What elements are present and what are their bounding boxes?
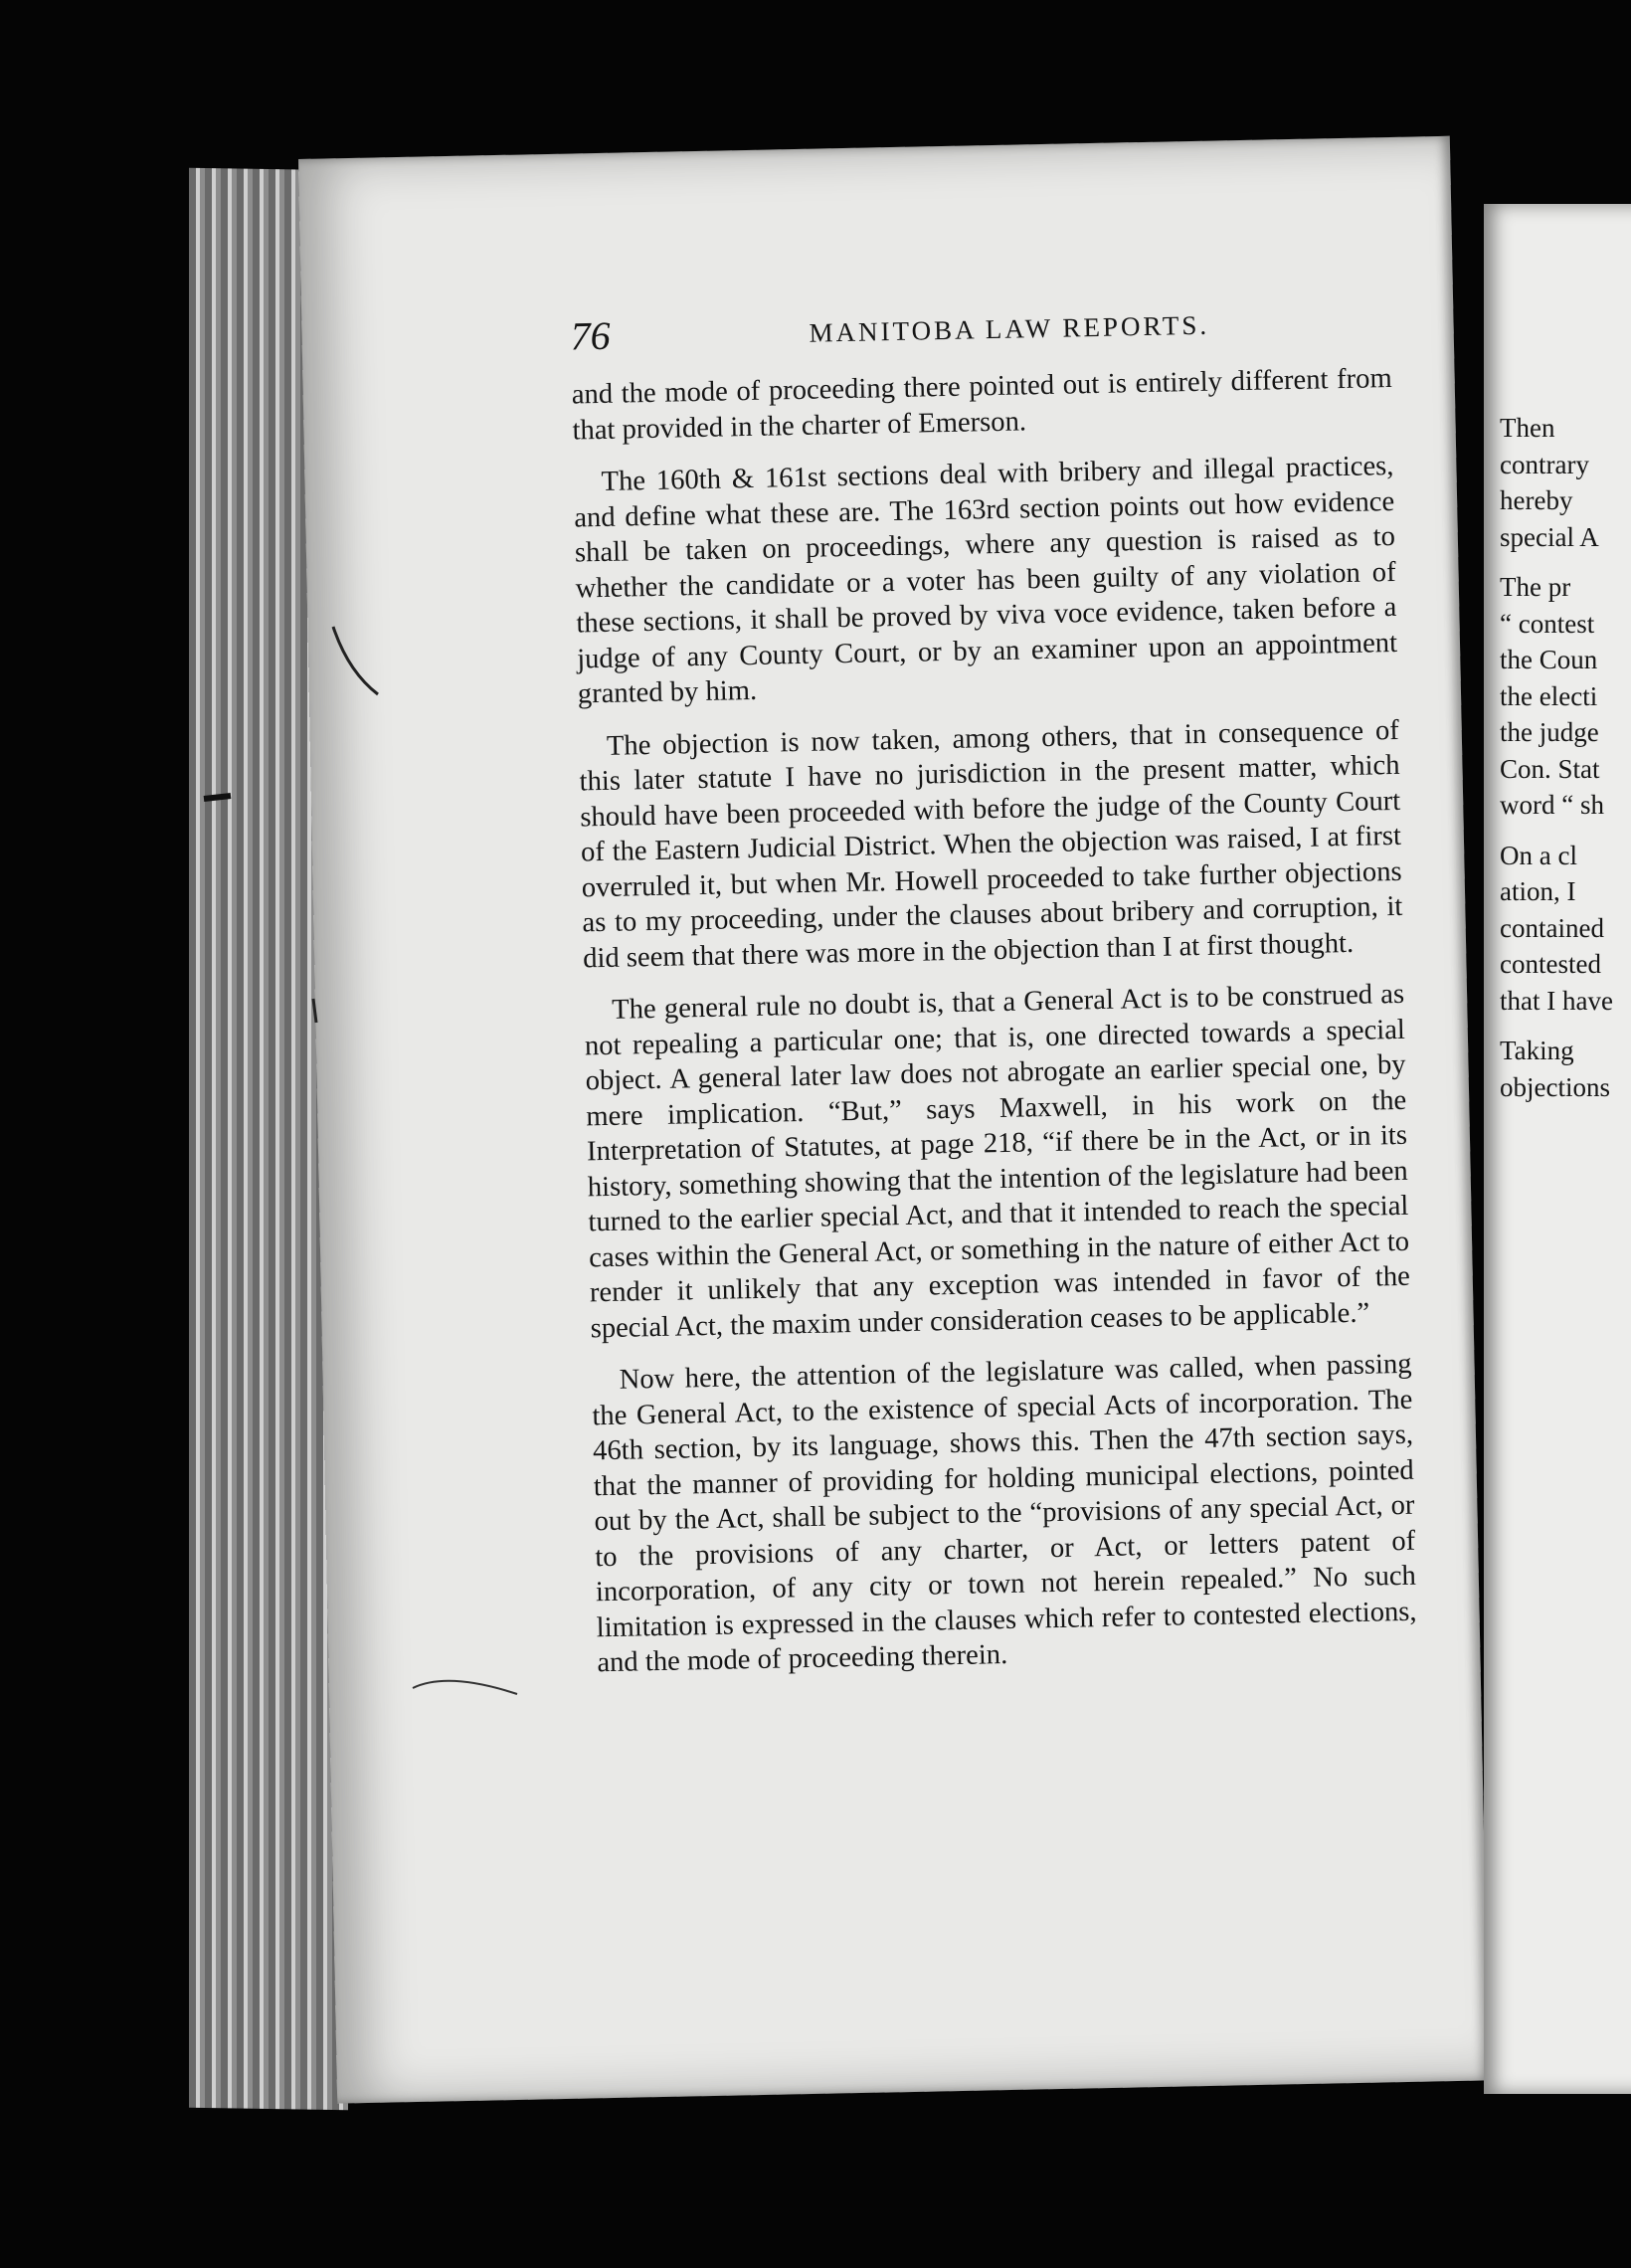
right-line: the electi bbox=[1500, 680, 1598, 711]
right-line: contrary bbox=[1500, 449, 1589, 479]
paragraph-1: and the mode of proceeding there pointed out is entirely different from that provided in the charter of Emerson. bbox=[571, 362, 1392, 447]
page-number: 76 bbox=[570, 312, 612, 359]
right-line: Con. Stat bbox=[1500, 753, 1600, 784]
paragraph-2: The 160th & 161st sections deal with bribery and illegal practices, and define what these are. The 163rd section points out how evidence shall be taken on proceedings, where any question is raised as to whether the candidate or a voter has been guilty of any violation of these sections, it shall be proved by viva voce evidence, taken before a judge of any County Court, or by an examiner upon an appointment granted by him. bbox=[573, 450, 1398, 710]
right-line: The pr bbox=[1500, 572, 1571, 602]
right-line: On a cl bbox=[1500, 840, 1577, 870]
paragraph-5: Now here, the attention of the legislature was called, when passing the General Act, to the existence of special Acts of incorporation. The 46th section, by its language, shows this. Then the 47th section says, that the manner of providing for holding municipal elections, pointed out by the Act, shall be subject to the “provisions of any special Act, or to the provisions of any charter, or Act, or letters patent of incorporation, of any city or town not herein repealed.” No such limitation is expressed in the clauses which refer to contested elections, and the mode of proceeding therein. bbox=[592, 1348, 1417, 1679]
paragraph-4: The general rule no doubt is, that a General Act is to be construed as not repealing a particular one; that is, one directed towards a special object. A general later law does not abrogate an earlier special one, by mere implication. “But,” says Maxwell, in his work on the Interpretation of Statutes, at page 218, “if there be in the Act, or in its history, something showing that the intention of the legislature had been turned to the earlier special Act, and that it intended to reach the special cases within the General Act, or something in the nature of either Act to render it unlikely that any exception was intended in favor of the special Act, the maxim under consideration ceases to be applicable.” bbox=[584, 978, 1411, 1344]
right-line: contained bbox=[1500, 912, 1604, 943]
right-line: that I have bbox=[1500, 985, 1613, 1016]
body-text bbox=[571, 361, 1417, 1698]
right-line: ation, I bbox=[1500, 876, 1576, 906]
right-line: the judge bbox=[1500, 717, 1599, 747]
right-line: “ contest bbox=[1500, 608, 1595, 639]
page-header bbox=[570, 295, 1436, 362]
right-line: Then bbox=[1500, 413, 1555, 443]
right-line: special A bbox=[1500, 521, 1599, 552]
right-page-text bbox=[1500, 410, 1631, 1105]
right-line: hereby bbox=[1500, 485, 1573, 515]
paragraph-3: The objection is now taken, among others, that in consequence of this later statute I have no jurisdiction in the present matter, which should have been proceeded with before the judge of the County Court of the Eastern Judicial District. When the objection was raised, I at first overruled it, but when Mr. Howell proceeded to take further objections as to my proceeding, under the clauses about bribery and corruption, it did seem that there was more in the objection than I at first thought. bbox=[579, 714, 1403, 974]
right-line: Taking bbox=[1500, 1036, 1574, 1065]
right-line: contested bbox=[1500, 949, 1601, 979]
running-head: MANITOBA LAW REPORTS. bbox=[809, 309, 1210, 348]
left-page bbox=[298, 136, 1489, 2104]
right-line: objections bbox=[1500, 1071, 1610, 1102]
right-line: word “ sh bbox=[1500, 790, 1604, 820]
right-line: the Coun bbox=[1500, 645, 1598, 674]
